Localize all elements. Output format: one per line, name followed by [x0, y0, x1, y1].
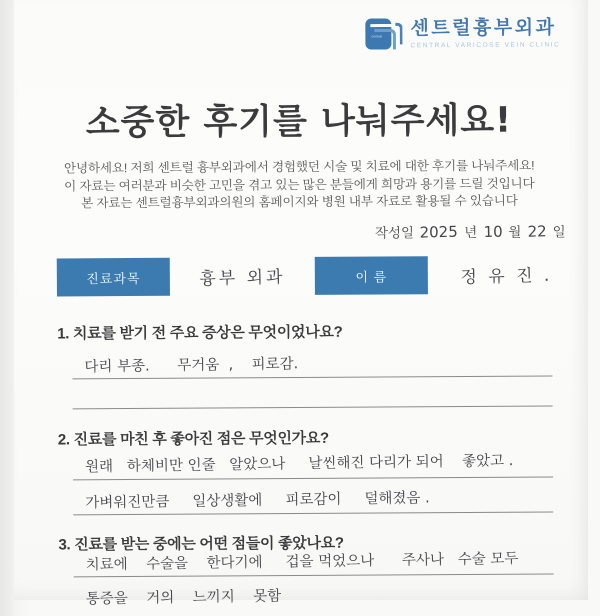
clinic-subtitle: CENTRAL VARICOSE VEIN CLINIC: [410, 41, 561, 50]
answer-line: [73, 486, 553, 515]
answer-line: [73, 382, 553, 409]
department-field-label: 진료과목: [57, 258, 170, 297]
clinic-name: 센트럴흉부외과: [410, 17, 557, 40]
date-day-suffix: 일: [552, 224, 566, 240]
handwritten-answer: 통증을 거의 느끼지 못함: [85, 588, 282, 608]
date-row: [375, 220, 566, 241]
handwritten-answer: 원래 하체비만 인줄 알았으나 날씬해진 다리가 되어 좋았고 .: [84, 453, 514, 476]
info-fields: [57, 255, 557, 296]
handwritten-answer: 가벼워진만큼 일상생활에 피로감이 덜해졌음 .: [85, 490, 430, 512]
answer-line: [72, 350, 552, 379]
clinic-logo: [364, 11, 560, 55]
intro-text: [0, 157, 599, 213]
intro-line: 안녕하세요! 저희 센트럴 흉부외과에서 경험했던 시술 및 치료에 대한 후기를 나눠주세요!: [63, 158, 535, 176]
intro-line: 이 자료는 여러분과 비슷한 고민을 겪고 있는 많은 분들에게 희망과 용기를 드릴 것입니다: [64, 176, 535, 194]
department-field-value: 흉부 외과: [199, 267, 286, 290]
date-day-handwritten: 22: [527, 222, 547, 241]
name-field-label: 이 름: [315, 256, 428, 295]
intro-line: 본 자료는 센트럴흉부외과의원의 홈페이지와 병원 내부 자료로 활용될 수 있습니다: [81, 193, 518, 211]
clinic-logo-icon: [364, 12, 402, 55]
answer-line: [73, 450, 553, 480]
date-label: 작성일: [374, 225, 415, 241]
name-field-value: 정 유 진 .: [460, 265, 553, 288]
question-2: 2. 진료를 마친 후 좋아진 점은 무엇인가요?: [57, 429, 329, 449]
clinic-logo-text: [410, 17, 560, 49]
answer-line: [74, 548, 554, 577]
handwritten-answer: 치료에 수술을 한다기에 겁을 먹었으나 주사나 수술 모두: [85, 550, 519, 574]
handwritten-answer: [85, 380, 553, 387]
date-year-handwritten: 2025: [419, 222, 459, 242]
handwritten-answer: 다리 부종. 무거움 , 피로감.: [84, 356, 299, 376]
question-3: 3. 진료를 받는 중에는 어떤 점들이 좋았나요?: [58, 534, 344, 554]
question-1: 1. 치료를 받기 전 주요 증상은 무엇이었나요?: [57, 323, 343, 343]
date-month-suffix: 월: [508, 224, 522, 240]
date-month-handwritten: 10: [483, 222, 503, 242]
date-year-suffix: 년: [464, 224, 478, 240]
answer-line: [74, 582, 554, 615]
svg-text:central: central: [371, 34, 383, 39]
page-title: 소중한 후기를 나눠주세요!: [85, 100, 513, 144]
